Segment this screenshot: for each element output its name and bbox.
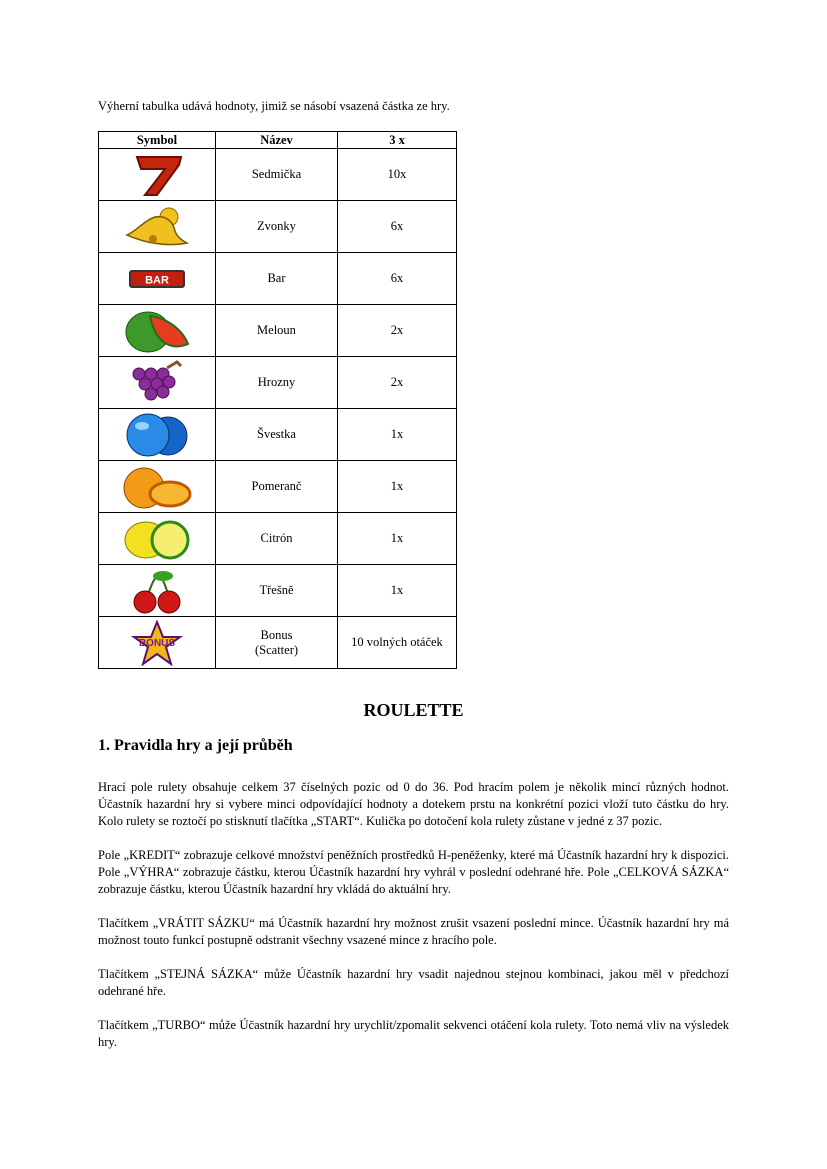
symbol-value: 10x [338, 149, 457, 201]
page-title: ROULETTE [363, 700, 464, 720]
symbol-value: 1x [338, 513, 457, 565]
header-symbol: Symbol [99, 132, 216, 149]
table-row [99, 409, 457, 461]
watermelon-icon [122, 308, 192, 354]
svg-text:BAR: BAR [145, 274, 169, 286]
table-row [99, 357, 457, 409]
symbol-name: Bonus (Scatter) [216, 617, 338, 669]
symbol-name: Zvonky [216, 201, 338, 253]
header-name: Název [216, 132, 338, 149]
symbol-name: Třešně [216, 565, 338, 617]
symbol-value: 1x [338, 409, 457, 461]
bar-icon [129, 270, 185, 288]
header-multiplier: 3 x [338, 132, 457, 149]
seven-icon [127, 153, 187, 197]
paragraph: Pole „KREDIT“ zobrazuje celkové množství peněžních prostředků H-peněženky, které má Účastník hazardní hry k dispozici. Pole „VÝHRA“ zobrazuje částku, kterou Účastník hazardní hry vyhrál v poslední odehrané hře. Pole „CELKOVÁ SÁZKA“ zobrazuje částku, kterou Účastník hazardní hry vkládá do aktuální hry. [98, 848, 729, 896]
paragraph: Hrací pole rulety obsahuje celkem 37 číselných pozic od 0 do 36. Pod hracím polem je několik mincí různých hodnot. Účastník hazardní hry si vybere minci odpovídající hodnoty a dotekem prstu na konkrétní pozici vloží tuto částku do hry. Kolo rulety se roztočí po stisknutí tlačítka „START“. Kulička po dotočení kola rulety zůstane v jedné z 37 pozic. [98, 780, 729, 828]
svg-text:BONUS: BONUS [138, 637, 176, 649]
orange-icon [122, 464, 192, 510]
bonus-star-icon [130, 620, 184, 666]
symbol-name: Sedmička [216, 149, 338, 201]
symbol-name: Bar [216, 253, 338, 305]
symbol-name: Meloun [216, 305, 338, 357]
paytable [98, 131, 457, 669]
table-row [99, 565, 457, 617]
table-row [99, 253, 457, 305]
symbol-value: 1x [338, 461, 457, 513]
symbol-name: Citrón [216, 513, 338, 565]
cherry-icon [127, 568, 187, 614]
symbol-value: 2x [338, 305, 457, 357]
section-heading: 1. Pravidla hry a její průběh [98, 737, 293, 754]
symbol-value: 10 volných otáček [338, 617, 457, 669]
symbol-value: 6x [338, 253, 457, 305]
table-row [99, 617, 457, 669]
table-row [99, 513, 457, 565]
symbol-value: 6x [338, 201, 457, 253]
table-row [99, 201, 457, 253]
symbol-name: Hrozny [216, 357, 338, 409]
intro-text: Výherní tabulka udává hodnoty, jimiž se násobí vsazená částka ze hry. [98, 99, 450, 113]
symbol-value: 1x [338, 565, 457, 617]
paragraph: Tlačítkem „STEJNÁ SÁZKA“ může Účastník hazardní hry vsadit najednou stejnou kombinaci, jakou měl v předchozí odehrané hře. [98, 967, 729, 998]
table-row [99, 149, 457, 201]
symbol-name: Švestka [216, 409, 338, 461]
table-row [99, 461, 457, 513]
symbol-value: 2x [338, 357, 457, 409]
paragraph: Tlačítkem „VRÁTIT SÁZKU“ má Účastník hazardní hry možnost zrušit vsazení poslední mince. Účastník hazardní hry má možnost touto funkcí postupně odstranit všechny vsazené mince z hracího pole. [98, 916, 729, 947]
table-header [99, 132, 457, 149]
plum-icon [122, 412, 192, 458]
grapes-icon [127, 360, 187, 406]
table-row [99, 305, 457, 357]
bell-icon [123, 205, 191, 249]
paragraph: Tlačítkem „TURBO“ může Účastník hazardní hry urychlit/zpomalit sekvenci otáčení kola rulety. Toto nemá vliv na výsledek hry. [98, 1018, 729, 1049]
lemon-icon [122, 516, 192, 562]
rules-text [98, 779, 729, 1068]
symbol-name: Pomeranč [216, 461, 338, 513]
